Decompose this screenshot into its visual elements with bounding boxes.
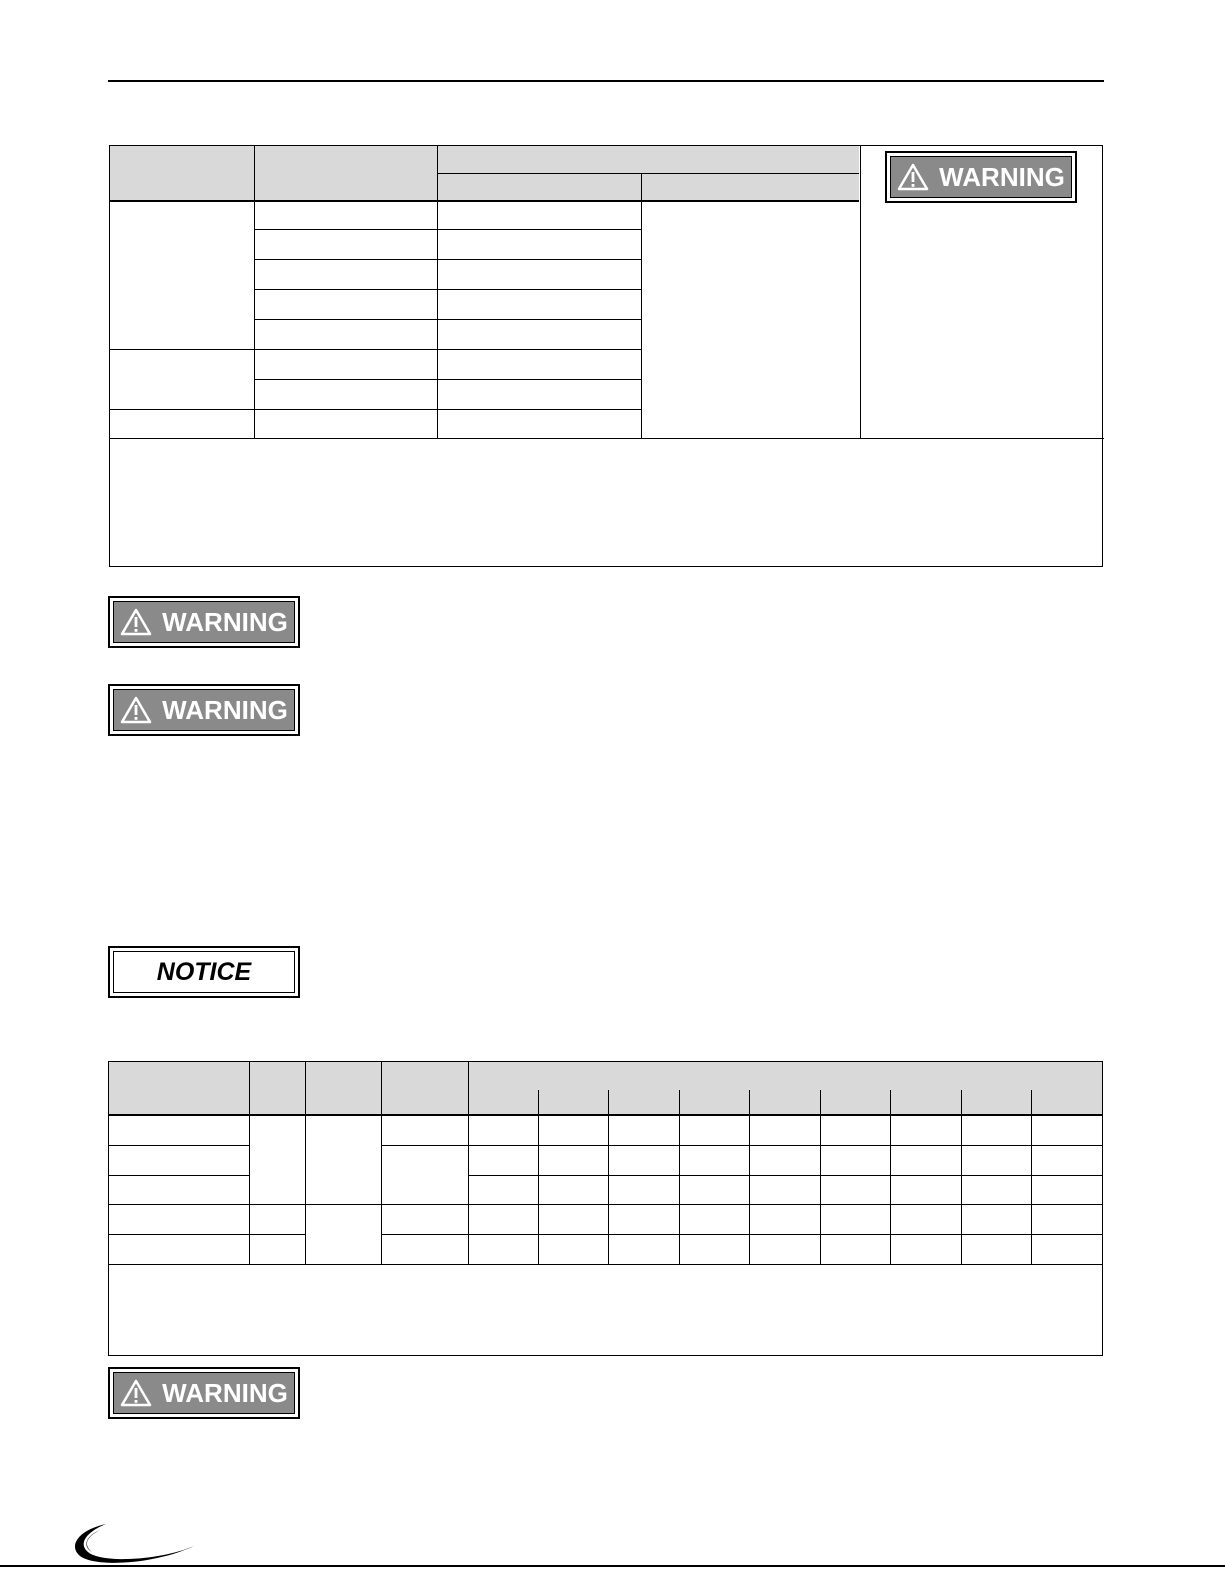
warning-label: WARNING [162, 694, 288, 725]
table-2-header-shade [109, 1062, 1102, 1115]
warning-badge-1 [108, 596, 300, 648]
warning-label: WARNING [162, 606, 288, 637]
table-2 [108, 1061, 1103, 1356]
header-rule [108, 80, 1104, 82]
notice-badge [108, 946, 300, 998]
notice-label: NOTICE [156, 957, 252, 986]
warning-badge-2 [108, 684, 300, 736]
warning-triangle-icon [897, 163, 929, 191]
swoosh-logo-icon [66, 1520, 198, 1570]
footer-rule [0, 1565, 1225, 1567]
warning-triangle-icon [120, 1379, 152, 1407]
table-warning-badge [885, 151, 1077, 203]
warning-triangle-icon [120, 696, 152, 724]
table-1 [109, 145, 1103, 567]
warning-label: WARNING [939, 161, 1065, 192]
warning-label: WARNING [162, 1377, 288, 1408]
warning-badge-3 [108, 1367, 300, 1419]
warning-triangle-icon [120, 608, 152, 636]
